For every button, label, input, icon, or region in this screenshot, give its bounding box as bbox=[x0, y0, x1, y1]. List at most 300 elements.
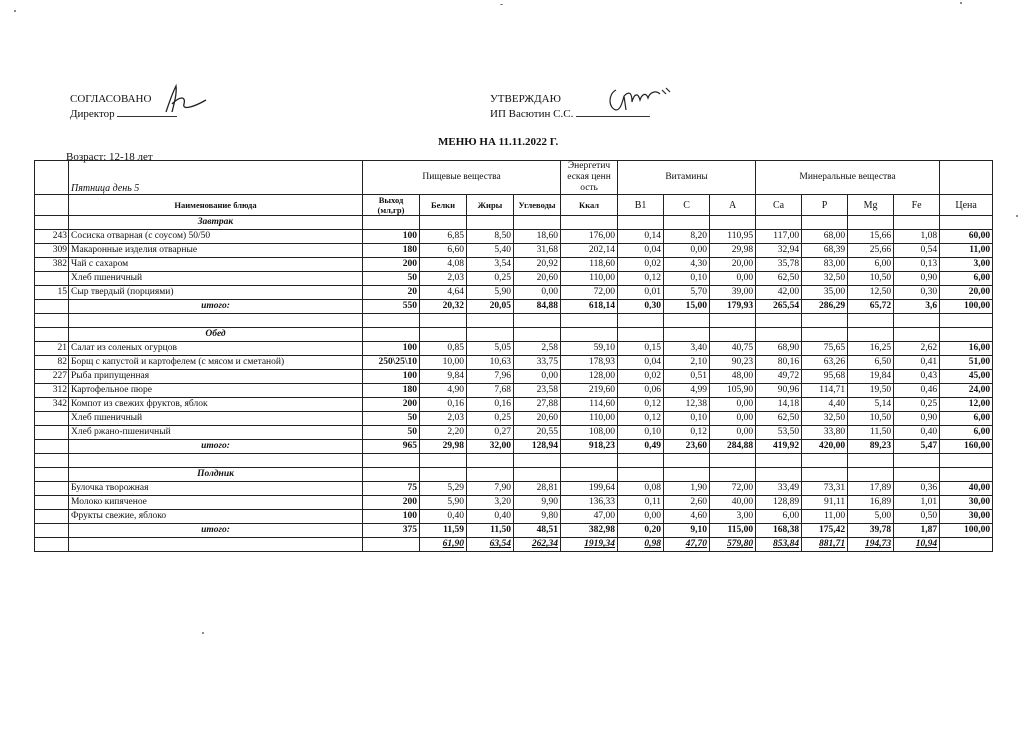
nutrient-value: 128,89 bbox=[756, 496, 802, 510]
nutrient-value: 4,08 bbox=[420, 258, 467, 272]
blank-cell bbox=[467, 216, 514, 230]
blank-cell bbox=[35, 216, 69, 230]
blank-cell bbox=[710, 454, 756, 468]
total-value: 48,51 bbox=[514, 524, 561, 538]
nutrient-value: 0,12 bbox=[664, 426, 710, 440]
nutrient-value: 0,27 bbox=[467, 426, 514, 440]
blank-cell bbox=[894, 454, 940, 468]
total-value: 23,60 bbox=[664, 440, 710, 454]
blank-cell bbox=[363, 328, 420, 342]
blank-cell bbox=[940, 468, 993, 482]
nutrient-value: 90,23 bbox=[710, 356, 756, 370]
nutrient-value: 20,92 bbox=[514, 258, 561, 272]
grand-total-value: 579,80 bbox=[710, 538, 756, 552]
nutrient-value: 6,85 bbox=[420, 230, 467, 244]
nutrient-value: 72,00 bbox=[710, 482, 756, 496]
page-title: МЕНЮ НА 11.11.2022 Г. bbox=[438, 136, 559, 148]
blank-cell bbox=[940, 538, 993, 552]
nutrient-value: 0,40 bbox=[894, 426, 940, 440]
portion-value: 200 bbox=[363, 496, 420, 510]
recipe-code: 342 bbox=[35, 398, 69, 412]
total-value: 3,6 bbox=[894, 300, 940, 314]
price-header-blank bbox=[940, 161, 993, 195]
total-value: 175,42 bbox=[802, 524, 848, 538]
blank-cell bbox=[35, 538, 69, 552]
portion-value: 100 bbox=[363, 370, 420, 384]
nutrient-value: 39,00 bbox=[710, 286, 756, 300]
nutrient-value: 47,00 bbox=[561, 510, 618, 524]
recipe-code: 382 bbox=[35, 258, 69, 272]
total-value: 265,54 bbox=[756, 300, 802, 314]
blank-cell bbox=[710, 468, 756, 482]
nutrient-value: 7,90 bbox=[467, 482, 514, 496]
total-value: 160,00 bbox=[940, 440, 993, 454]
blank-cell bbox=[802, 328, 848, 342]
table-row bbox=[35, 230, 993, 244]
grand-total-value: 47,70 bbox=[664, 538, 710, 552]
price-value: 24,00 bbox=[940, 384, 993, 398]
total-value: 15,00 bbox=[664, 300, 710, 314]
nutrient-value: 68,39 bbox=[802, 244, 848, 258]
total-value: 168,38 bbox=[756, 524, 802, 538]
nutrient-value: 0,00 bbox=[710, 412, 756, 426]
dish-name: Молоко кипяченое bbox=[69, 496, 363, 510]
nutrient-value: 18,60 bbox=[514, 230, 561, 244]
recipe-code bbox=[35, 482, 69, 496]
recipe-code: 82 bbox=[35, 356, 69, 370]
nutrient-value: 9,84 bbox=[420, 370, 467, 384]
blank-cell bbox=[35, 468, 69, 482]
price-value: 40,00 bbox=[940, 482, 993, 496]
nutrient-value: 19,84 bbox=[848, 370, 894, 384]
nutrient-value: 2,03 bbox=[420, 272, 467, 286]
portion-value: 50 bbox=[363, 272, 420, 286]
nutrient-value: 1,01 bbox=[894, 496, 940, 510]
nutrient-value: 0,12 bbox=[618, 272, 664, 286]
total-value: 5,47 bbox=[894, 440, 940, 454]
nutrient-value: 0,15 bbox=[618, 342, 664, 356]
code-header-blank bbox=[35, 161, 69, 195]
portion-value: 50 bbox=[363, 412, 420, 426]
nutrient-value: 7,68 bbox=[467, 384, 514, 398]
recipe-code bbox=[35, 510, 69, 524]
nutrient-value: 20,60 bbox=[514, 272, 561, 286]
blank-cell bbox=[35, 314, 69, 328]
blank-cell bbox=[802, 454, 848, 468]
total-value: 550 bbox=[363, 300, 420, 314]
nutrient-value: 31,68 bbox=[514, 244, 561, 258]
grand-total-value: 194,73 bbox=[848, 538, 894, 552]
total-value: 420,00 bbox=[802, 440, 848, 454]
table-row bbox=[35, 272, 993, 286]
dish-name: Картофельное пюре bbox=[69, 384, 363, 398]
blank-cell bbox=[848, 328, 894, 342]
day-label: Пятница день 5 bbox=[69, 161, 363, 195]
table-row bbox=[35, 482, 993, 496]
total-value: 918,23 bbox=[561, 440, 618, 454]
total-value: 20,05 bbox=[467, 300, 514, 314]
vitamins-header: Витамины bbox=[618, 161, 756, 195]
nutrient-value: 0,10 bbox=[664, 412, 710, 426]
portion-value: 75 bbox=[363, 482, 420, 496]
price-value: 16,00 bbox=[940, 342, 993, 356]
nutrient-value: 0,16 bbox=[467, 398, 514, 412]
blank-cell bbox=[848, 454, 894, 468]
blank-cell bbox=[710, 314, 756, 328]
col-portion: Выход (мл,гр) bbox=[363, 195, 420, 216]
price-value: 30,00 bbox=[940, 496, 993, 510]
blank-cell bbox=[561, 454, 618, 468]
grand-total-value: 63,54 bbox=[467, 538, 514, 552]
dish-name: Макаронные изделия отварные bbox=[69, 244, 363, 258]
nutrient-value: 0,04 bbox=[618, 244, 664, 258]
nutrient-value: 0,13 bbox=[894, 258, 940, 272]
portion-value: 100 bbox=[363, 342, 420, 356]
blank-cell bbox=[664, 216, 710, 230]
blank-cell bbox=[35, 454, 69, 468]
blank-cell bbox=[756, 454, 802, 468]
nutrient-value: 7,96 bbox=[467, 370, 514, 384]
nutrient-value: 0,10 bbox=[618, 426, 664, 440]
dish-name: Булочка творожная bbox=[69, 482, 363, 496]
nutrient-value: 16,89 bbox=[848, 496, 894, 510]
total-value: 84,88 bbox=[514, 300, 561, 314]
column-header-row bbox=[35, 195, 993, 216]
blank-cell bbox=[420, 454, 467, 468]
total-value: 0,20 bbox=[618, 524, 664, 538]
blank-cell bbox=[420, 328, 467, 342]
nutrient-value: 32,50 bbox=[802, 412, 848, 426]
total-value: 89,23 bbox=[848, 440, 894, 454]
blank-cell bbox=[561, 314, 618, 328]
nutrient-value: 0,40 bbox=[420, 510, 467, 524]
spacer-row bbox=[35, 314, 993, 328]
nutrient-value: 5,29 bbox=[420, 482, 467, 496]
dish-name: Хлеб ржано-пшеничный bbox=[69, 426, 363, 440]
blank-cell bbox=[664, 454, 710, 468]
nutrient-value: 75,65 bbox=[802, 342, 848, 356]
section-header-row bbox=[35, 468, 993, 482]
blank-cell bbox=[561, 468, 618, 482]
total-label: итого: bbox=[69, 300, 363, 314]
nutrient-value: 17,89 bbox=[848, 482, 894, 496]
blank-cell bbox=[940, 216, 993, 230]
nutrient-value: 5,40 bbox=[467, 244, 514, 258]
nutrient-value: 3,54 bbox=[467, 258, 514, 272]
col-fe: Fe bbox=[894, 195, 940, 216]
grand-total-value: 1919,34 bbox=[561, 538, 618, 552]
nutrient-value: 10,50 bbox=[848, 272, 894, 286]
total-value: 0,49 bbox=[618, 440, 664, 454]
dish-name: Фрукты свежие, яблоко bbox=[69, 510, 363, 524]
price-value: 3,00 bbox=[940, 258, 993, 272]
portion-value: 200 bbox=[363, 258, 420, 272]
dish-name: Хлеб пшеничный bbox=[69, 412, 363, 426]
grand-total-value: 61,90 bbox=[420, 538, 467, 552]
spacer-row bbox=[35, 454, 993, 468]
table-row bbox=[35, 356, 993, 370]
scan-speck bbox=[202, 632, 204, 634]
price-value: 6,00 bbox=[940, 412, 993, 426]
nutrient-value: 62,50 bbox=[756, 412, 802, 426]
minerals-header: Минеральные вещества bbox=[756, 161, 940, 195]
nutrient-value: 27,88 bbox=[514, 398, 561, 412]
owner-signature bbox=[604, 84, 676, 116]
nutrient-value: 5,90 bbox=[420, 496, 467, 510]
nutrient-value: 19,50 bbox=[848, 384, 894, 398]
recipe-code bbox=[35, 426, 69, 440]
nutrient-value: 33,49 bbox=[756, 482, 802, 496]
blank-cell bbox=[467, 314, 514, 328]
blank-cell bbox=[35, 524, 69, 538]
nutrient-value: 33,80 bbox=[802, 426, 848, 440]
blank-cell bbox=[848, 216, 894, 230]
nutrient-value: 2,58 bbox=[514, 342, 561, 356]
total-value: 286,29 bbox=[802, 300, 848, 314]
price-value: 45,00 bbox=[940, 370, 993, 384]
blank-cell bbox=[710, 216, 756, 230]
total-value: 375 bbox=[363, 524, 420, 538]
total-value: 11,50 bbox=[467, 524, 514, 538]
nutrient-value: 2,03 bbox=[420, 412, 467, 426]
blank-cell bbox=[514, 454, 561, 468]
section-header-row bbox=[35, 328, 993, 342]
col-c: C bbox=[664, 195, 710, 216]
nutrient-value: 32,50 bbox=[802, 272, 848, 286]
total-value: 29,98 bbox=[420, 440, 467, 454]
recipe-code: 243 bbox=[35, 230, 69, 244]
col-price: Цена bbox=[940, 195, 993, 216]
nutrient-value: 5,00 bbox=[848, 510, 894, 524]
blank-cell bbox=[35, 440, 69, 454]
dish-name: Компот из свежих фруктов, яблок bbox=[69, 398, 363, 412]
nutrient-value: 40,00 bbox=[710, 496, 756, 510]
blank-cell bbox=[894, 216, 940, 230]
recipe-code bbox=[35, 412, 69, 426]
section-title: Полдник bbox=[69, 468, 363, 482]
blank-cell bbox=[848, 468, 894, 482]
nutrients-header: Пищевые вещества bbox=[363, 161, 561, 195]
blank-cell bbox=[467, 328, 514, 342]
blank-cell bbox=[69, 454, 363, 468]
table-row bbox=[35, 412, 993, 426]
nutrient-value: 0,04 bbox=[618, 356, 664, 370]
nutrient-value: 9,80 bbox=[514, 510, 561, 524]
section-header-row bbox=[35, 216, 993, 230]
nutrient-value: 0,12 bbox=[618, 398, 664, 412]
nutrient-value: 0,14 bbox=[618, 230, 664, 244]
nutrient-value: 5,90 bbox=[467, 286, 514, 300]
col-a: A bbox=[710, 195, 756, 216]
total-value: 0,30 bbox=[618, 300, 664, 314]
nutrient-value: 0,36 bbox=[894, 482, 940, 496]
blank-cell bbox=[363, 468, 420, 482]
blank-cell bbox=[618, 468, 664, 482]
nutrient-value: 2,60 bbox=[664, 496, 710, 510]
price-value: 6,00 bbox=[940, 272, 993, 286]
nutrient-value: 32,94 bbox=[756, 244, 802, 258]
nutrient-value: 68,90 bbox=[756, 342, 802, 356]
nutrient-value: 20,00 bbox=[710, 258, 756, 272]
nutrient-value: 83,00 bbox=[802, 258, 848, 272]
table-row bbox=[35, 244, 993, 258]
nutrient-value: 0,43 bbox=[894, 370, 940, 384]
nutrient-value: 20,60 bbox=[514, 412, 561, 426]
nutrient-value: 35,00 bbox=[802, 286, 848, 300]
blank-cell bbox=[618, 454, 664, 468]
nutrient-value: 176,00 bbox=[561, 230, 618, 244]
blank-cell bbox=[618, 314, 664, 328]
nutrient-value: 118,60 bbox=[561, 258, 618, 272]
nutrient-value: 178,93 bbox=[561, 356, 618, 370]
nutrient-value: 29,98 bbox=[710, 244, 756, 258]
nutrient-value: 136,33 bbox=[561, 496, 618, 510]
table-row bbox=[35, 258, 993, 272]
blank-cell bbox=[69, 538, 363, 552]
grand-total-value: 0,98 bbox=[618, 538, 664, 552]
table-row bbox=[35, 384, 993, 398]
nutrient-value: 4,64 bbox=[420, 286, 467, 300]
blank-cell bbox=[467, 454, 514, 468]
blank-cell bbox=[756, 314, 802, 328]
total-value: 419,92 bbox=[756, 440, 802, 454]
table-row bbox=[35, 370, 993, 384]
col-fat: Жиры bbox=[467, 195, 514, 216]
nutrient-value: 105,90 bbox=[710, 384, 756, 398]
nutrient-value: 2,10 bbox=[664, 356, 710, 370]
col-p: P bbox=[802, 195, 848, 216]
blank-cell bbox=[69, 314, 363, 328]
energy-header: Энергетическая ценность bbox=[561, 161, 618, 195]
nutrient-value: 35,78 bbox=[756, 258, 802, 272]
nutrient-value: 95,68 bbox=[802, 370, 848, 384]
total-value: 284,88 bbox=[710, 440, 756, 454]
nutrient-value: 199,64 bbox=[561, 482, 618, 496]
nutrient-value: 0,08 bbox=[618, 482, 664, 496]
blank-cell bbox=[514, 216, 561, 230]
blank-cell bbox=[802, 468, 848, 482]
nutrient-value: 128,00 bbox=[561, 370, 618, 384]
col-b1: B1 bbox=[618, 195, 664, 216]
recipe-code bbox=[35, 496, 69, 510]
nutrient-value: 0,50 bbox=[894, 510, 940, 524]
nutrient-value: 23,58 bbox=[514, 384, 561, 398]
nutrient-value: 40,75 bbox=[710, 342, 756, 356]
recipe-code: 312 bbox=[35, 384, 69, 398]
price-value: 12,00 bbox=[940, 398, 993, 412]
nutrient-value: 108,00 bbox=[561, 426, 618, 440]
nutrient-value: 219,60 bbox=[561, 384, 618, 398]
approved-label: СОГЛАСОВАНО bbox=[70, 93, 152, 105]
blank-cell bbox=[802, 314, 848, 328]
nutrient-value: 49,72 bbox=[756, 370, 802, 384]
portion-value: 100 bbox=[363, 230, 420, 244]
dish-name: Борщ с капустой и картофелем (с мясом и сметаной) bbox=[69, 356, 363, 370]
nutrient-value: 20,55 bbox=[514, 426, 561, 440]
portion-value: 180 bbox=[363, 244, 420, 258]
col-dish-name: Наименование блюда bbox=[69, 195, 363, 216]
nutrient-value: 4,30 bbox=[664, 258, 710, 272]
owner-label-text: ИП Васютин С.С. bbox=[490, 108, 574, 120]
nutrient-value: 0,02 bbox=[618, 370, 664, 384]
total-value: 100,00 bbox=[940, 524, 993, 538]
nutrient-value: 0,11 bbox=[618, 496, 664, 510]
nutrient-value: 91,11 bbox=[802, 496, 848, 510]
nutrient-value: 3,00 bbox=[710, 510, 756, 524]
grand-total-value: 262,34 bbox=[514, 538, 561, 552]
nutrient-value: 12,50 bbox=[848, 286, 894, 300]
col-protein: Белки bbox=[420, 195, 467, 216]
blank-cell bbox=[514, 468, 561, 482]
total-label: итого: bbox=[69, 440, 363, 454]
section-total-row bbox=[35, 300, 993, 314]
nutrient-value: 202,14 bbox=[561, 244, 618, 258]
total-value: 9,10 bbox=[664, 524, 710, 538]
blank-cell bbox=[940, 454, 993, 468]
blank-cell bbox=[363, 538, 420, 552]
blank-cell bbox=[420, 314, 467, 328]
scan-speck bbox=[1016, 215, 1018, 217]
price-value: 51,00 bbox=[940, 356, 993, 370]
price-value: 30,00 bbox=[940, 510, 993, 524]
blank-cell bbox=[420, 468, 467, 482]
nutrient-value: 0,16 bbox=[420, 398, 467, 412]
nutrient-value: 16,25 bbox=[848, 342, 894, 356]
nutrient-value: 10,50 bbox=[848, 412, 894, 426]
nutrient-value: 73,31 bbox=[802, 482, 848, 496]
col-kcal: Ккал bbox=[561, 195, 618, 216]
total-value: 32,00 bbox=[467, 440, 514, 454]
blank-cell bbox=[756, 216, 802, 230]
nutrient-value: 5,14 bbox=[848, 398, 894, 412]
nutrient-value: 4,99 bbox=[664, 384, 710, 398]
nutrient-value: 3,20 bbox=[467, 496, 514, 510]
blank-cell bbox=[894, 468, 940, 482]
nutrient-value: 53,50 bbox=[756, 426, 802, 440]
blank-cell bbox=[561, 328, 618, 342]
nutrient-value: 12,38 bbox=[664, 398, 710, 412]
total-value: 128,94 bbox=[514, 440, 561, 454]
nutrient-value: 33,75 bbox=[514, 356, 561, 370]
recipe-code: 309 bbox=[35, 244, 69, 258]
col-carbs: Углеводы bbox=[514, 195, 561, 216]
section-total-row bbox=[35, 524, 993, 538]
blank-cell bbox=[35, 328, 69, 342]
nutrient-value: 0,02 bbox=[618, 258, 664, 272]
blank-cell bbox=[710, 328, 756, 342]
blank-cell bbox=[664, 328, 710, 342]
blank-cell bbox=[802, 216, 848, 230]
recipe-code bbox=[35, 272, 69, 286]
nutrient-value: 6,00 bbox=[756, 510, 802, 524]
nutrient-value: 8,20 bbox=[664, 230, 710, 244]
total-value: 965 bbox=[363, 440, 420, 454]
blank-cell bbox=[363, 216, 420, 230]
nutrient-value: 114,60 bbox=[561, 398, 618, 412]
recipe-code: 227 bbox=[35, 370, 69, 384]
nutrient-value: 8,50 bbox=[467, 230, 514, 244]
price-value: 20,00 bbox=[940, 286, 993, 300]
blank-cell bbox=[940, 314, 993, 328]
dish-name: Хлеб пшеничный bbox=[69, 272, 363, 286]
nutrient-value: 0,30 bbox=[894, 286, 940, 300]
nutrient-value: 0,25 bbox=[467, 412, 514, 426]
section-total-row bbox=[35, 440, 993, 454]
nutrient-value: 5,05 bbox=[467, 342, 514, 356]
nutrient-value: 6,60 bbox=[420, 244, 467, 258]
nutrient-value: 0,00 bbox=[618, 510, 664, 524]
nutrient-value: 0,00 bbox=[514, 370, 561, 384]
